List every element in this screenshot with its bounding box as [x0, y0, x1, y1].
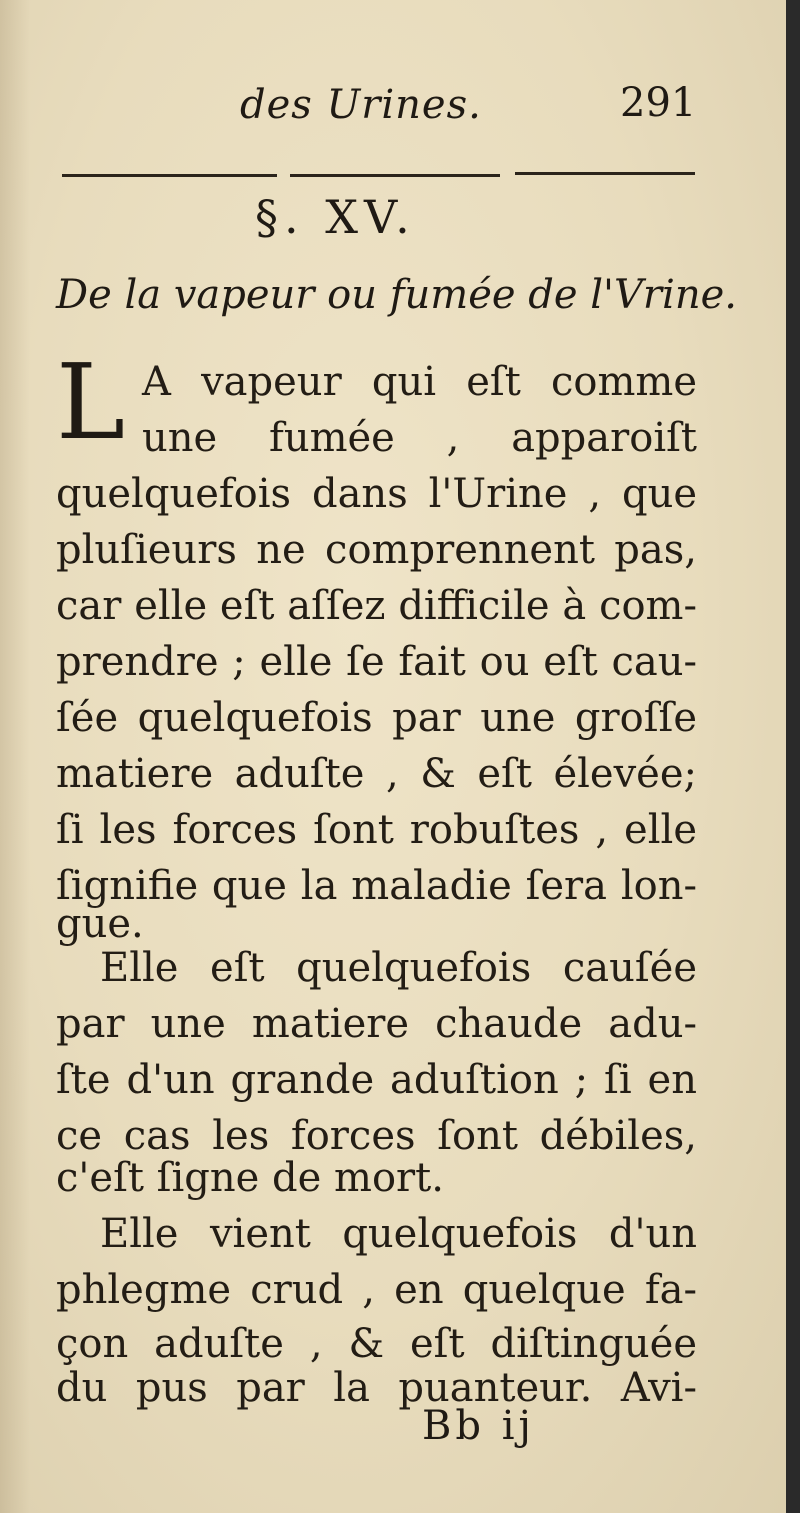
signature-mark: Bb ij: [422, 1403, 535, 1449]
header-rule-middle: [290, 174, 500, 177]
text-line: quelquefois dans l'Urine , que: [56, 471, 697, 517]
page-number: 291: [620, 80, 697, 126]
section-title: De la vapeur ou fumée de l'Vrine.: [56, 272, 737, 318]
text-line: çon aduſte , & eſt diſtinguée: [56, 1321, 697, 1367]
text-line: pluſieurs ne comprennent pas,: [56, 527, 697, 573]
text-line: ce cas les forces ſont débiles,: [56, 1113, 697, 1159]
text-line: Elle eſt quelquefois cauſée: [100, 945, 697, 991]
text-line: matiere aduſte , & eſt élevée;: [56, 751, 697, 797]
drop-cap: L: [56, 341, 126, 463]
text-line: Elle vient quelquefois d'un: [100, 1211, 697, 1257]
text-line: phlegme crud , en quelque fa-: [56, 1267, 697, 1313]
scan-edge: [786, 0, 800, 1513]
text-line: du pus par la puanteur. Avi-: [56, 1365, 697, 1411]
text-line: A vapeur qui eſt comme: [142, 359, 697, 405]
text-line: gue.: [56, 901, 144, 947]
header-rule-right: [515, 172, 695, 175]
page-gutter-shadow: [0, 0, 30, 1513]
text-line: ſte d'un grande aduſtion ; ſi en: [56, 1057, 697, 1103]
running-head: des Urines.: [240, 82, 482, 128]
text-line: ſignifie que la maladie ſera lon-: [56, 863, 697, 909]
text-line: ſée quelquefois par une groſſe: [56, 695, 697, 741]
text-line: prendre ; elle ſe fait ou eſt cau-: [56, 639, 697, 685]
text-line: ſi les forces ſont robuſtes , elle: [56, 807, 697, 853]
text-line: car elle eſt aſſez difficile à com-: [56, 583, 697, 629]
section-number: §. XV.: [255, 190, 416, 244]
text-line: c'eſt ſigne de mort.: [56, 1155, 444, 1201]
header-rule-left: [62, 174, 277, 177]
text-line: une fumée , apparoiſt: [142, 415, 697, 461]
text-line: par une matiere chaude adu-: [56, 1001, 697, 1047]
